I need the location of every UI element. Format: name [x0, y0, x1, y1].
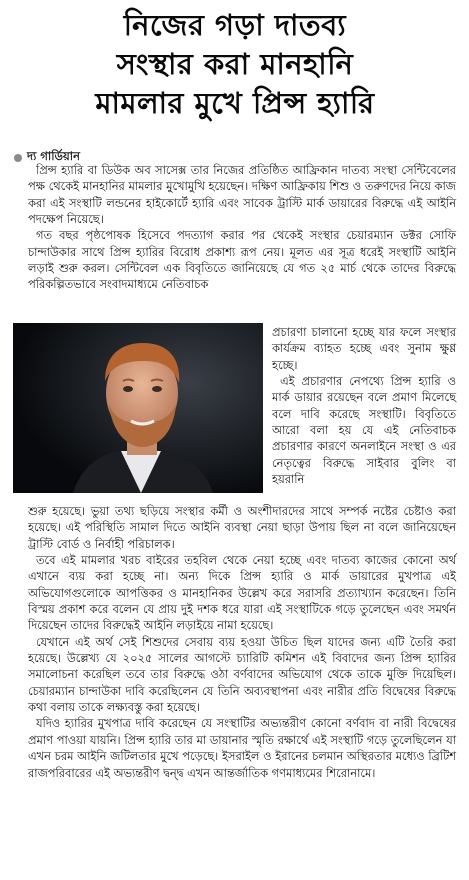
- article-side-column: [272, 324, 456, 487]
- article-paragraph-2: গত বছর পৃষ্ঠপোষক হিসেবে পদত্যাগ করার পর থেকেই সংস্থার চেয়ারম্যান ডক্টর সোফি চান্দাউকার সাথে প্রিন্স হ্যারির বিরোধ প্রকাশ্য রূপ নেয়। মূলত এর সূত্র ধরেই সংস্থাটি আইনি লড়াই শুরু করল। সেন্টিবেল এক বিবৃতিতে জানিয়েছে যে গত ২৫ মার্চ থেকে তাদের বিরুদ্ধে পরিকল্পিতভাবে সংবাদমাধ্যমে নেতিবাচক: [28, 228, 456, 292]
- article-paragraph-4: তবে এই মামলার খরচ বাইরের তহবিল থেকে নেয়া হচ্ছে এবং দাতব্য কাজের কোনো অর্থ এখানে ব্যয় করা হচ্ছে না। অন্য দিকে প্রিন্স হ্যারি ও মার্ক ডায়ারের মুখপাত্র এই অভিযোগগুলোকে আপত্তিকর ও মানহানিকর উল্লেখ করে সরাসরি প্রত্যাখ্যান করেছেন। তিনি বিস্ময় প্রকাশ করে বলেন যে প্রায় দুই দশক ধরে যারা এই সংস্থাটিকে গড়ে তুলেছেন এবং সমর্থন দিয়েছেন তাদের বিরুদ্ধেই আইনি লড়াইয়ে নামা হয়েছে।: [28, 553, 456, 633]
- prince-harry-photo: [13, 323, 263, 493]
- article-paragraph-6: যদিও হ্যারির মুখপাত্র দাবি করেছেন যে সংস্থাটির অভ্যন্তরীণ কোনো বর্ণবাদ বা নারী বিদ্বেষের প্রমাণ পাওয়া যায়নি। প্রিন্স হ্যারি তার মা ডায়ানার স্মৃতি রক্ষার্থে এই সংস্থাটি গড়ে তুলেছিলেন যা এখন চরম আইনি জটিলতার মুখে পড়েছে। ইসরাইল ও ইরানের চলমান অস্থিরতার মধ্যেও ব্রিটিশ রাজপরিবারের এই অভ্যন্তরীণ দ্বন্দ্ব এখন আন্তর্জাতিক গণমাধ্যমের শিরোনামে।: [28, 716, 456, 780]
- article-paragraph-2-side: প্রচারণা চালানো হচ্ছে যার ফলে সংস্থার কার্যক্রম ব্যাহত হচ্ছে এবং সুনাম ক্ষুণ্ণ হচ্ছে।: [272, 325, 456, 372]
- headline: [20, 6, 450, 123]
- portrait-illustration: [13, 323, 263, 493]
- article-paragraph-3-side: এই প্রচারণার নেপথ্যে প্রিন্স হ্যারি ও মার্ক ডায়ার রয়েছেন বলে প্রমাণ মিলেছে বলে দাবি করেছে সংস্থাটি। বিবৃতিতে আরো বলা হয় যে এই নেতিবাচক প্রচারণার কারণে অনলাইনে সংস্থা ও এর নেতৃত্বের বিরুদ্ধে সাইবার বুলিং বা হয়রানি: [272, 374, 456, 487]
- article-intro: [28, 162, 456, 293]
- bullet-icon: [14, 154, 22, 162]
- source-label: দ্য গার্ডিয়ান: [27, 149, 80, 163]
- headline-line-3: মামলার মুখে প্রিন্স হ্যারি: [95, 86, 375, 120]
- article-body: [28, 503, 456, 781]
- headline-line-1: নিজের গড়া দাতব্য: [123, 8, 347, 42]
- article-paragraph-1: প্রিন্স হ্যারি বা ডিউক অব সাসেক্স তার নিজের প্রতিষ্ঠিত আফ্রিকান দাতব্য সংস্থা সেন্টিবেলের পক্ষ থেকেই মানহানির মামলার মুখোমুখি হয়েছেন। দক্ষিণ আফ্রিকায় শিশু ও তরুণদের নিয়ে কাজ করা এই সংস্থাটি লন্ডনের হাইকোর্টে হ্যারি এবং সাবেক ট্রাস্টি মার্ক ডায়ারের বিরুদ্ধে এই আইনি পদক্ষেপ নিয়েছে।: [28, 163, 456, 227]
- headline-line-2: সংস্থার করা মানহানি: [116, 47, 354, 81]
- article-paragraph-3-rest: শুরু হয়েছে। ভুয়া তথ্য ছড়িয়ে সংস্থার কর্মী ও অংশীদারদের সাথে সম্পর্ক নষ্টের চেষ্টাও করা হয়েছে। এই পরিস্থিতি সামাল দিতে আইনি ব্যবস্থা নেয়া ছাড়া উপায় ছিল না বলে জানিয়েছেন ট্রাস্টি বোর্ড ও নির্বাহী পরিচালক।: [28, 504, 456, 551]
- article-paragraph-5: যেখানে এই অর্থ সেই শিশুদের সেবায় ব্যয় হওয়া উচিত ছিল যাদের জন্য এটি তৈরি করা হয়েছে। উল্লেখ্য যে ২০২৫ সালের আগস্টে চ্যারিটি কমিশন এই বিবাদের জন্য প্রিন্স হ্যারির সমালোচনা করেছিল তবে তার বিরুদ্ধে ওঠা বর্ণবাদের অভিযোগ থেকে তাকে মুক্তি দিয়েছিল। চেয়ারম্যান চান্দাউকা দাবি করেছিলেন যে তিনি অব্যবস্থাপনা এবং নারীর প্রতি বিদ্বেষের বিরুদ্ধে কথা বলায় তাকে লক্ষ্যবস্তু করা হয়েছে।: [28, 634, 456, 715]
